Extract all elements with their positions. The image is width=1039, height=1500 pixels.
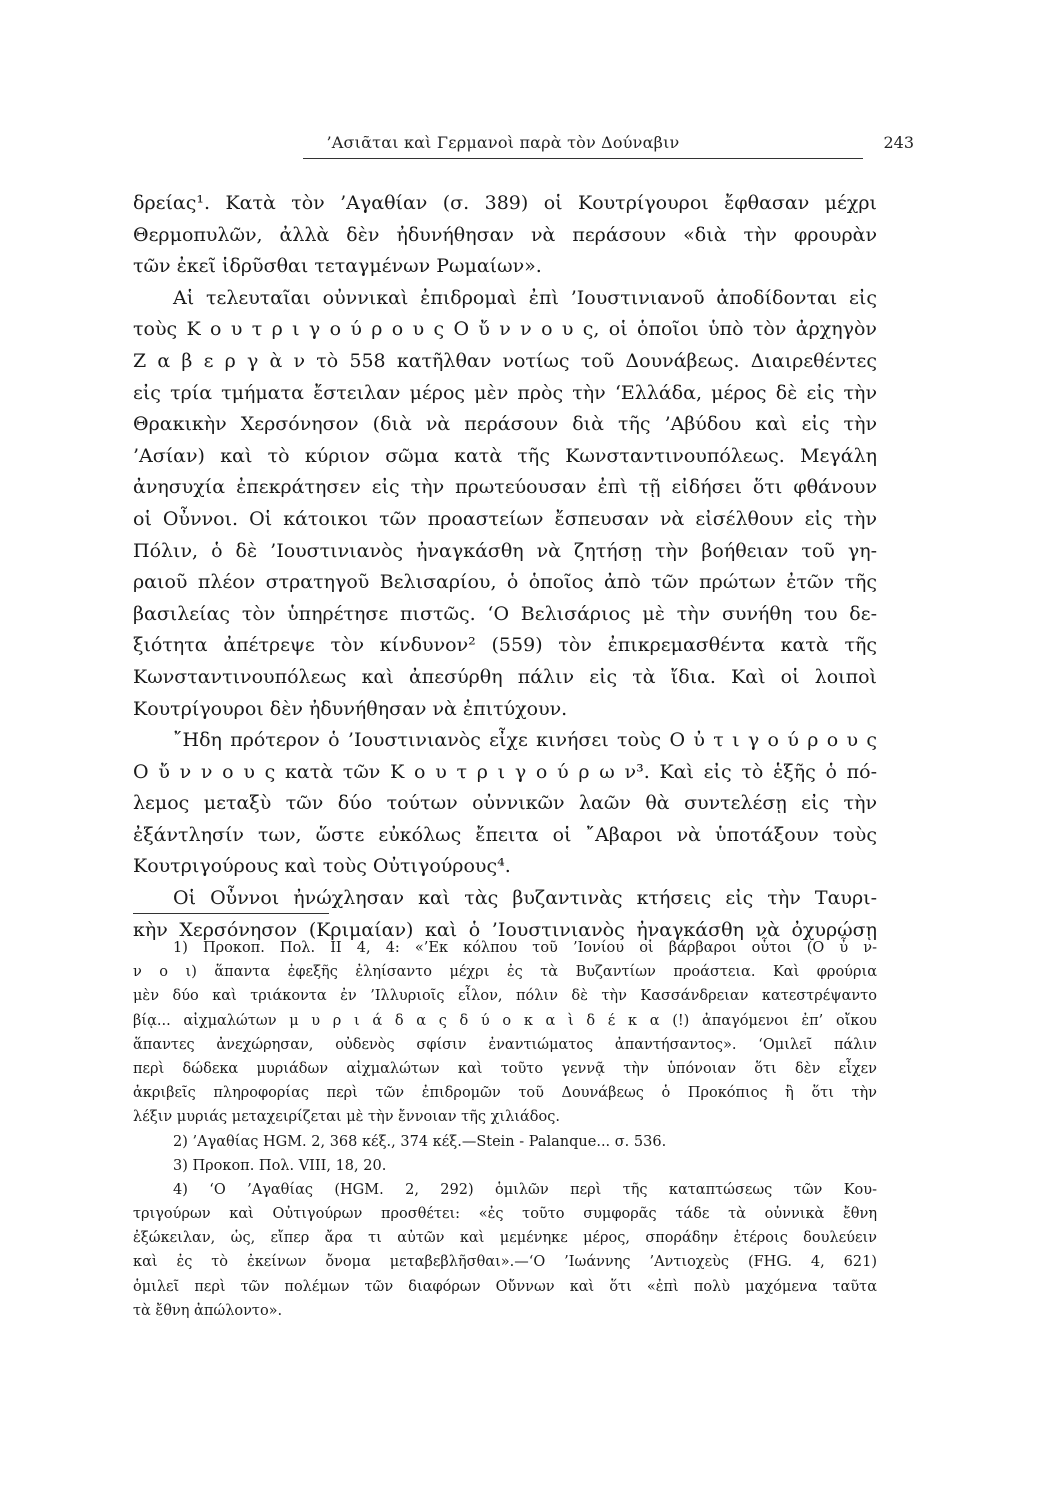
text-line: Κουτρίγουροι δὲν ἠδυνήθησαν νὰ ἐπιτύχουν. [133, 697, 568, 720]
text-line: Κουτριγούρους καὶ τοὺς Οὐτιγούρους⁴. [133, 855, 511, 878]
text-line: ραιοῦ πλέον στρατηγοῦ Βελισαρίου, ὁ ὁποῖος ἀπὸ τῶν πρώτων ἐτῶν τῆς [133, 571, 877, 594]
text-line: οἱ Οὖννοι. Οἱ κάτοικοι τῶν προαστείων ἔσπευσαν νὰ εἰσέλθουν εἰς τὴν [133, 507, 877, 530]
text-line: Αἱ τελευταῖαι οὐννικαὶ ἐπιδρομαὶ ἐπὶ ’Ιουστινιανοῦ ἀποδίδονται εἰς [173, 286, 877, 309]
text-line: Πόλιν, ὁ δὲ ’Ιουστινιανὸς ἠναγκάσθη νὰ ζητήσῃ τὴν βοήθειαν τοῦ γη- [133, 539, 877, 562]
footnote-line: 4) ‘Ο ’Αγαθίας (HGM. 2, 292) ὁμιλῶν περὶ τῆς καταπτώσεως τῶν Κου- [173, 1181, 877, 1198]
running-title: ’Ασιᾶται καὶ Γερμανοὶ παρὰ τὸν Δούναβιν [326, 133, 680, 152]
footnote-line: ν ο ι) ἅπαντα ἐφεξῆς ἐληίσαντο μέχρι ἐς τὰ Βυζαντίων προάστεια. Καὶ φρούρια [133, 964, 877, 981]
text-line: τοὺς Κ ο υ τ ρ ι γ ο ύ ρ ο υ ς Ο ὔ ν ν ο υ ς, οἱ ὁποῖοι ὑπὸ τὸν ἀρχηγὸν [133, 318, 877, 341]
footnote-rule [133, 913, 329, 914]
footnote-line: λέξιν μυριάς μεταχειρίζεται μὲ τὴν ἔννοιαν τῆς χιλιάδος. [133, 1109, 560, 1126]
text-line: τῶν ἐκεῖ ἱδρῦσθαι τεταγμένων Ρωμαίων». [133, 255, 542, 278]
footnote-line: 2) ’Αγαθίας HGM. 2, 368 κέξ., 374 κέξ.—Stein - Palanque... σ. 536. [173, 1133, 667, 1150]
text-line: Οἱ Οὖννοι ἠνώχλησαν καὶ τὰς βυζαντινὰς κτήσεις εἰς τὴν Ταυρι- [173, 887, 877, 910]
footnote-line: καὶ ἐς τὸ ἐκείνων ὄνομα μεταβεβλῆσθαι».—‘Ο ’Ιωάννης ’Αντιοχεὺς (FHG. 4, 621) [133, 1254, 877, 1271]
text-line: Ο ὔ ν ν ο υ ς κατὰ τῶν Κ ο υ τ ρ ι γ ο ύ ρ ω ν³. Καὶ εἰς τὸ ἑξῆς ὁ πό- [133, 760, 877, 783]
text-line: δρείας¹. Κατὰ τὸν ’Αγαθίαν (σ. 389) οἱ Κουτρίγουροι ἔφθασαν μέχρι [133, 192, 877, 214]
header-rule [303, 158, 863, 159]
footnote-line: 1) Προκοπ. Πολ. ΙΙ 4, 4: «’Εκ κόλπου τοῦ ’Ιονίου οἱ βάρβαροι οὗτοι (Ο ὖ ν- [173, 940, 877, 956]
page-number: 243 [883, 133, 914, 152]
text-line: βασιλείας τὸν ὑπηρέτησε πιστῶς. ‘Ο Βελισάριος μὲ τὴν συνήθη του δε- [133, 602, 877, 625]
footnote-line: 3) Προκοπ. Πολ. VIII, 18, 20. [173, 1157, 387, 1174]
text-line: Θρακικὴν Χερσόνησον (διὰ νὰ περάσουν διὰ τῆς ’Αβύδου καὶ εἰς τὴν [133, 413, 877, 436]
footnote-line: μὲν δύο καὶ τριάκοντα ἐν ’Ιλλυριοῖς εἷλον, πόλιν δὲ τὴν Κασσάνδρειαν κατεστρέψαντο [133, 988, 877, 1005]
footnote-line: περὶ δώδεκα μυριάδων αἰχμαλώτων καὶ τοῦτο γεννᾷ τὴν ὑπόνοιαν ὅτι δὲν εἶχεν [133, 1060, 877, 1077]
text-line: κὴν Χερσόνησον (Κριμαίαν) καὶ ὁ ’Ιουστινιανὸς ἠναγκάσθη νὰ ὀχυρώσῃ [133, 918, 877, 941]
footnote-line: ἐξώκειλαν, ὡς, εἴπερ ἄρα τι αὐτῶν καὶ μεμένηκε μέρος, σποράδην ἑτέροις δουλεύειν [133, 1230, 877, 1247]
footnote-line: ὁμιλεῖ περὶ τῶν πολέμων τῶν διαφόρων Οὔννων καὶ ὅτι «ἐπὶ πολὺ μαχόμενα ταῦτα [133, 1278, 877, 1295]
text-line: εἰς τρία τμήματα ἔστειλαν μέρος μὲν πρὸς τὴν ‘Ελλάδα, μέρος δὲ εἰς τὴν [133, 381, 877, 404]
footnote-line: ἅπαντες ἀνεχώρησαν, οὐδενὸς σφίσιν ἐναντιώματος ἀπαντήσαντος». ‘Ομιλεῖ πάλιν [133, 1036, 877, 1053]
text-line: ξιότητα ἀπέτρεψε τὸν κίνδυνον² (559) τὸν ἐπικρεμασθέντα κατὰ τῆς [133, 634, 877, 657]
footnote-line: βίᾳ... αἰχμαλώτων μ υ ρ ι ά δ α ς δ ύ ο κ α ὶ δ έ κ α (!) ἀπαγόμενοι ἐπ’ οἴκου [133, 1012, 877, 1029]
text-line: ἀνησυχία ἐπεκράτησεν εἰς τὴν πρωτεύουσαν ἐπὶ τῇ εἰδήσει ὅτι φθάνουν [133, 476, 877, 499]
text-line: Κωνσταντινουπόλεως καὶ ἀπεσύρθη πάλιν εἰς τὰ ἴδια. Καὶ οἱ λοιποὶ [133, 665, 877, 688]
text-line: λεμος μεταξὺ τῶν δύο τούτων οὐννικῶν λαῶν θὰ συντελέσῃ εἰς τὴν [133, 792, 877, 815]
footnote-line: τὰ ἔθνη ἀπώλοντο». [133, 1302, 283, 1319]
main-text [133, 188, 877, 946]
footnote-line: τριγούρων καὶ Οὐτιγούρων προσθέτει: «ἐς τοῦτο συμφορᾶς τάδε τὰ οὐννικὰ ἔθνη [133, 1206, 877, 1223]
text-line: ῎Ηδη πρότερον ὁ ’Ιουστινιανὸς εἶχε κινήσει τοὺς Ο ὐ τ ι γ ο ύ ρ ο υ ς [173, 729, 877, 752]
text-line: ’Ασίαν) καὶ τὸ κύριον σῶμα κατὰ τῆς Κωνσταντινουπόλεως. Μεγάλη [133, 444, 877, 467]
footnotes [133, 936, 877, 1323]
footnote-line: ἀκριβεῖς πληροφορίας περὶ τῶν ἐπιδρομῶν τοῦ Δουνάβεως ὁ Προκόπιος ἢ ὅτι τὴν [133, 1085, 877, 1102]
text-line: Ζ α β ε ρ γ ὰ ν τὸ 558 κατῆλθαν νοτίως τοῦ Δουνάβεως. Διαιρεθέντες [133, 349, 877, 372]
text-line: Θερμοπυλῶν, ἀλλὰ δὲν ἠδυνήθησαν νὰ περάσουν «διὰ τὴν φρουρὰν [133, 223, 877, 246]
text-line: ἐξάντλησίν των, ὥστε εὐκόλως ἔπειτα οἱ ῎Αβαροι νὰ ὑποτάξουν τοὺς [133, 823, 877, 846]
